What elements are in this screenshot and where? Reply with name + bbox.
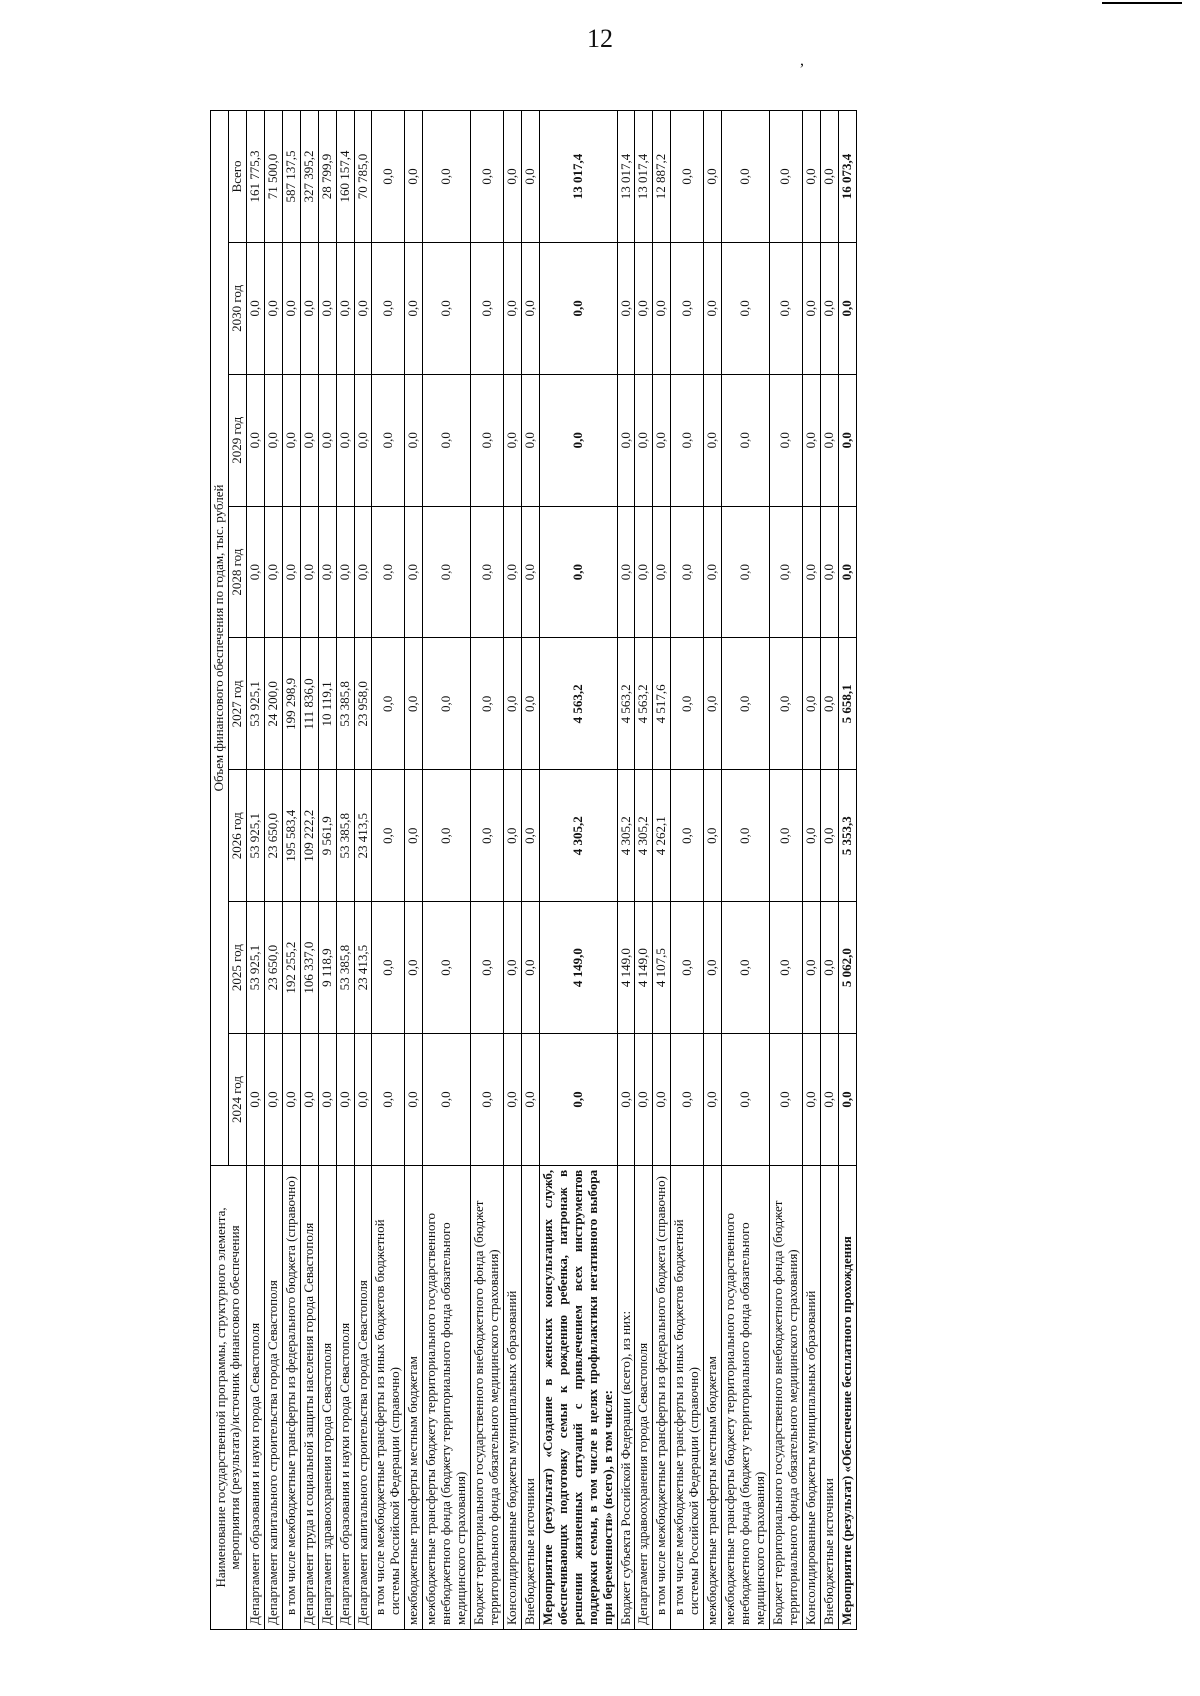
scan-mark: , <box>800 52 804 69</box>
value-cell: 0,0 <box>802 242 820 374</box>
value-cell: 0,0 <box>471 242 504 374</box>
row-name: Департамент капитального строительства города Севастополя <box>354 1165 372 1629</box>
table-row <box>423 111 471 1630</box>
value-cell: 0,0 <box>318 374 336 506</box>
value-cell: 0,0 <box>820 902 838 1034</box>
value-cell: 0,0 <box>769 1034 802 1166</box>
value-cell: 160 157,4 <box>336 111 354 243</box>
table-row <box>521 111 539 1630</box>
value-cell: 0,0 <box>539 506 617 638</box>
rotated-table-container <box>210 110 1110 1630</box>
row-name: Консолидированные бюджеты муниципальных образований <box>503 1165 521 1629</box>
value-cell: 0,0 <box>282 506 300 638</box>
value-cell: 0,0 <box>802 638 820 770</box>
value-cell: 0,0 <box>722 374 770 506</box>
value-cell: 0,0 <box>704 374 722 506</box>
value-cell: 0,0 <box>318 242 336 374</box>
row-name: Департамент образования и науки города Севастополя <box>246 1165 264 1629</box>
value-cell: 10 119,1 <box>318 638 336 770</box>
table-row <box>802 111 820 1630</box>
value-cell: 0,0 <box>405 242 423 374</box>
table-row <box>354 111 372 1630</box>
row-name: Департамент капитального строительства города Севастополя <box>264 1165 282 1629</box>
row-name: Мероприятие (результат) «Создание в женских консультациях служб, обеспечивающих подготовку семьи к рождению ребенка, патронаж в решении жизненных ситуаций с привлечением всех инструментов поддержки семьи, в том числе в целях профилактики негативного выбора при беременности» (всего), в том числе: <box>539 1165 617 1629</box>
value-cell: 0,0 <box>264 1034 282 1166</box>
value-cell: 0,0 <box>503 770 521 902</box>
value-cell: 0,0 <box>282 1034 300 1166</box>
value-cell: 0,0 <box>405 111 423 243</box>
year-header: 2026 год <box>228 770 246 902</box>
value-cell: 13 017,4 <box>635 111 653 243</box>
value-cell: 53 385,8 <box>336 770 354 902</box>
value-cell: 4 563,2 <box>539 638 617 770</box>
top-rule <box>1102 2 1182 4</box>
table-row <box>704 111 722 1630</box>
value-cell: 0,0 <box>704 111 722 243</box>
value-cell: 0,0 <box>423 242 471 374</box>
value-cell: 0,0 <box>405 638 423 770</box>
value-cell: 0,0 <box>354 1034 372 1166</box>
value-cell: 0,0 <box>246 506 264 638</box>
value-cell: 0,0 <box>838 242 856 374</box>
value-cell: 0,0 <box>769 506 802 638</box>
value-cell: 12 887,2 <box>653 111 671 243</box>
value-cell: 0,0 <box>838 374 856 506</box>
table-row <box>300 111 318 1630</box>
row-name: Консолидированные бюджеты муниципальных образований <box>802 1165 820 1629</box>
value-cell: 0,0 <box>722 1034 770 1166</box>
row-name: Бюджет субъекта Российской Федерации (всего), из них: <box>617 1165 635 1629</box>
value-cell: 0,0 <box>423 902 471 1034</box>
value-cell: 0,0 <box>635 242 653 374</box>
value-cell: 0,0 <box>617 242 635 374</box>
value-cell: 23 650,0 <box>264 770 282 902</box>
value-cell: 109 222,2 <box>300 770 318 902</box>
value-cell: 0,0 <box>372 506 405 638</box>
year-header: 2029 год <box>228 374 246 506</box>
value-cell: 0,0 <box>617 506 635 638</box>
value-cell: 0,0 <box>704 770 722 902</box>
value-cell: 0,0 <box>372 242 405 374</box>
value-cell: 0,0 <box>802 770 820 902</box>
value-cell: 0,0 <box>769 242 802 374</box>
value-cell: 0,0 <box>820 242 838 374</box>
table-row <box>264 111 282 1630</box>
value-cell: 0,0 <box>704 638 722 770</box>
value-cell: 0,0 <box>802 506 820 638</box>
value-cell: 24 200,0 <box>264 638 282 770</box>
row-name: Внебюджетные источники <box>820 1165 838 1629</box>
value-cell: 0,0 <box>318 1034 336 1166</box>
value-cell: 0,0 <box>300 506 318 638</box>
value-cell: 0,0 <box>336 1034 354 1166</box>
table-row <box>769 111 802 1630</box>
value-cell: 0,0 <box>802 1034 820 1166</box>
header-group: Объем финансового обеспечения по годам, тыс. рублей <box>211 111 229 1166</box>
value-cell: 0,0 <box>671 242 704 374</box>
value-cell: 0,0 <box>300 374 318 506</box>
value-cell: 0,0 <box>521 374 539 506</box>
value-cell: 199 298,9 <box>282 638 300 770</box>
value-cell: 0,0 <box>503 638 521 770</box>
value-cell: 0,0 <box>539 242 617 374</box>
value-cell: 4 305,2 <box>539 770 617 902</box>
value-cell: 0,0 <box>838 1034 856 1166</box>
table-row <box>539 111 617 1630</box>
value-cell: 0,0 <box>372 902 405 1034</box>
table-row <box>471 111 504 1630</box>
value-cell: 0,0 <box>246 374 264 506</box>
value-cell: 0,0 <box>820 1034 838 1166</box>
table-row <box>671 111 704 1630</box>
value-cell: 0,0 <box>471 902 504 1034</box>
value-cell: 53 925,1 <box>246 902 264 1034</box>
value-cell: 28 799,9 <box>318 111 336 243</box>
year-header: 2028 год <box>228 506 246 638</box>
row-name: в том числе межбюджетные трансферты из федерального бюджета (справочно) <box>653 1165 671 1629</box>
value-cell: 0,0 <box>372 770 405 902</box>
value-cell: 161 775,3 <box>246 111 264 243</box>
value-cell: 0,0 <box>521 506 539 638</box>
value-cell: 0,0 <box>282 242 300 374</box>
value-cell: 0,0 <box>405 902 423 1034</box>
value-cell: 0,0 <box>471 374 504 506</box>
table-row <box>405 111 423 1630</box>
value-cell: 4 149,0 <box>539 902 617 1034</box>
table-row <box>838 111 856 1630</box>
value-cell: 0,0 <box>635 506 653 638</box>
value-cell: 23 958,0 <box>354 638 372 770</box>
value-cell: 0,0 <box>354 506 372 638</box>
value-cell: 0,0 <box>423 374 471 506</box>
value-cell: 0,0 <box>423 111 471 243</box>
value-cell: 0,0 <box>318 506 336 638</box>
value-cell: 0,0 <box>653 242 671 374</box>
value-cell: 5 062,0 <box>838 902 856 1034</box>
value-cell: 0,0 <box>820 374 838 506</box>
table-body <box>246 111 856 1630</box>
value-cell: 0,0 <box>300 1034 318 1166</box>
value-cell: 4 563,2 <box>635 638 653 770</box>
row-name: межбюджетные трансферты местным бюджетам <box>405 1165 423 1629</box>
value-cell: 106 337,0 <box>300 902 318 1034</box>
value-cell: 0,0 <box>539 374 617 506</box>
table-row <box>246 111 264 1630</box>
row-name: Департамент образования и науки города Севастополя <box>336 1165 354 1629</box>
value-cell: 0,0 <box>671 111 704 243</box>
value-cell: 0,0 <box>503 111 521 243</box>
value-cell: 0,0 <box>820 506 838 638</box>
value-cell: 0,0 <box>503 242 521 374</box>
value-cell: 0,0 <box>423 506 471 638</box>
row-name: межбюджетные трансферты бюджету территориального государственного внебюджетного фонда (бюджету территориального фонда обязательного медицинского страхования) <box>423 1165 471 1629</box>
row-name: Департамент здравоохранения города Севастополя <box>635 1165 653 1629</box>
value-cell: 0,0 <box>264 506 282 638</box>
value-cell: 0,0 <box>503 506 521 638</box>
value-cell: 0,0 <box>405 506 423 638</box>
table-row <box>820 111 838 1630</box>
value-cell: 4 149,0 <box>617 902 635 1034</box>
value-cell: 0,0 <box>471 638 504 770</box>
value-cell: 0,0 <box>838 506 856 638</box>
value-cell: 70 785,0 <box>354 111 372 243</box>
row-name: Департамент труда и социальной защиты населения города Севастополя <box>300 1165 318 1629</box>
value-cell: 0,0 <box>617 1034 635 1166</box>
value-cell: 0,0 <box>354 242 372 374</box>
value-cell: 0,0 <box>372 111 405 243</box>
row-name: Департамент здравоохранения города Севастополя <box>318 1165 336 1629</box>
value-cell: 0,0 <box>769 638 802 770</box>
row-name: Бюджет территориального государственного внебюджетного фонда (бюджет территориального фонда обязательного медицинского страхования) <box>769 1165 802 1629</box>
value-cell: 53 925,1 <box>246 638 264 770</box>
value-cell: 0,0 <box>671 506 704 638</box>
value-cell: 0,0 <box>423 770 471 902</box>
value-cell: 4 517,6 <box>653 638 671 770</box>
value-cell: 0,0 <box>671 1034 704 1166</box>
value-cell: 0,0 <box>802 111 820 243</box>
value-cell: 0,0 <box>282 374 300 506</box>
financing-table <box>210 110 857 1630</box>
value-cell: 4 305,2 <box>617 770 635 902</box>
value-cell: 5 658,1 <box>838 638 856 770</box>
value-cell: 0,0 <box>722 770 770 902</box>
table-row <box>635 111 653 1630</box>
value-cell: 0,0 <box>503 902 521 1034</box>
value-cell: 53 385,8 <box>336 902 354 1034</box>
value-cell: 0,0 <box>503 374 521 506</box>
row-name: в том числе межбюджетные трансферты из иных бюджетов бюджетной системы Российской Федерации (справочно) <box>671 1165 704 1629</box>
value-cell: 0,0 <box>471 506 504 638</box>
value-cell: 0,0 <box>503 1034 521 1166</box>
value-cell: 4 149,0 <box>635 902 653 1034</box>
value-cell: 0,0 <box>539 1034 617 1166</box>
value-cell: 0,0 <box>635 1034 653 1166</box>
value-cell: 5 353,3 <box>838 770 856 902</box>
value-cell: 13 017,4 <box>617 111 635 243</box>
value-cell: 4 107,5 <box>653 902 671 1034</box>
value-cell: 0,0 <box>722 506 770 638</box>
row-name: в том числе межбюджетные трансферты из федерального бюджета (справочно) <box>282 1165 300 1629</box>
value-cell: 0,0 <box>405 374 423 506</box>
row-name: межбюджетные трансферты местным бюджетам <box>704 1165 722 1629</box>
value-cell: 0,0 <box>722 638 770 770</box>
value-cell: 0,0 <box>336 506 354 638</box>
value-cell: 53 385,8 <box>336 638 354 770</box>
value-cell: 53 925,1 <box>246 770 264 902</box>
value-cell: 0,0 <box>704 902 722 1034</box>
value-cell: 13 017,4 <box>539 111 617 243</box>
value-cell: 0,0 <box>521 1034 539 1166</box>
value-cell: 0,0 <box>354 374 372 506</box>
value-cell: 0,0 <box>820 638 838 770</box>
year-header: 2027 год <box>228 638 246 770</box>
value-cell: 4 305,2 <box>635 770 653 902</box>
value-cell: 16 073,4 <box>838 111 856 243</box>
value-cell: 0,0 <box>769 374 802 506</box>
value-cell: 0,0 <box>521 242 539 374</box>
value-cell: 0,0 <box>653 374 671 506</box>
value-cell: 0,0 <box>653 1034 671 1166</box>
value-cell: 0,0 <box>372 374 405 506</box>
value-cell: 0,0 <box>671 374 704 506</box>
value-cell: 0,0 <box>423 638 471 770</box>
value-cell: 0,0 <box>704 506 722 638</box>
value-cell: 0,0 <box>704 1034 722 1166</box>
value-cell: 0,0 <box>635 374 653 506</box>
value-cell: 23 413,5 <box>354 902 372 1034</box>
value-cell: 0,0 <box>372 638 405 770</box>
year-header: 2025 год <box>228 902 246 1034</box>
row-name: Мероприятие (результат) «Обеспечение бесплатного прохождения <box>838 1165 856 1629</box>
value-cell: 0,0 <box>246 242 264 374</box>
row-name: межбюджетные трансферты бюджету территориального государственного внебюджетного фонда (бюджету территориального фонда обязательного медицинского страхования) <box>722 1165 770 1629</box>
row-name: Бюджет территориального государственного внебюджетного фонда (бюджет территориального фонда обязательного медицинского страхования) <box>471 1165 504 1629</box>
value-cell: 0,0 <box>423 1034 471 1166</box>
value-cell: 0,0 <box>671 902 704 1034</box>
year-header: 2024 год <box>228 1034 246 1166</box>
value-cell: 0,0 <box>722 242 770 374</box>
value-cell: 0,0 <box>246 1034 264 1166</box>
value-cell: 0,0 <box>769 902 802 1034</box>
year-header: 2030 год <box>228 242 246 374</box>
value-cell: 195 583,4 <box>282 770 300 902</box>
value-cell: 4 262,1 <box>653 770 671 902</box>
table-row <box>722 111 770 1630</box>
value-cell: 9 118,9 <box>318 902 336 1034</box>
value-cell: 23 650,0 <box>264 902 282 1034</box>
value-cell: 0,0 <box>521 902 539 1034</box>
value-cell: 0,0 <box>264 374 282 506</box>
value-cell: 0,0 <box>264 242 282 374</box>
value-cell: 0,0 <box>769 770 802 902</box>
value-cell: 0,0 <box>471 111 504 243</box>
value-cell: 0,0 <box>471 1034 504 1166</box>
value-cell: 0,0 <box>617 374 635 506</box>
value-cell: 0,0 <box>671 638 704 770</box>
value-cell: 71 500,0 <box>264 111 282 243</box>
value-cell: 0,0 <box>653 506 671 638</box>
value-cell: 0,0 <box>671 770 704 902</box>
table-row <box>282 111 300 1630</box>
value-cell: 0,0 <box>521 111 539 243</box>
table-row <box>617 111 635 1630</box>
value-cell: 0,0 <box>471 770 504 902</box>
table-row <box>503 111 521 1630</box>
value-cell: 111 836,0 <box>300 638 318 770</box>
value-cell: 0,0 <box>336 242 354 374</box>
value-cell: 0,0 <box>405 770 423 902</box>
value-cell: 0,0 <box>300 242 318 374</box>
value-cell: 0,0 <box>820 111 838 243</box>
value-cell: 587 137,5 <box>282 111 300 243</box>
value-cell: 0,0 <box>372 1034 405 1166</box>
header-name: Наименование государственной программы, структурного элемента, мероприятия (результата)/источник финансового обеспечения <box>211 1165 247 1629</box>
value-cell: 4 563,2 <box>617 638 635 770</box>
table-row <box>372 111 405 1630</box>
value-cell: 9 561,9 <box>318 770 336 902</box>
value-cell: 192 255,2 <box>282 902 300 1034</box>
value-cell: 0,0 <box>405 1034 423 1166</box>
value-cell: 0,0 <box>704 242 722 374</box>
value-cell: 0,0 <box>802 374 820 506</box>
page-number: 12 <box>587 24 613 53</box>
table-row <box>653 111 671 1630</box>
value-cell: 0,0 <box>521 770 539 902</box>
value-cell: 0,0 <box>722 902 770 1034</box>
row-name: в том числе межбюджетные трансферты из иных бюджетов бюджетной системы Российской Федерации (справочно) <box>372 1165 405 1629</box>
value-cell: 0,0 <box>521 638 539 770</box>
row-name: Внебюджетные источники <box>521 1165 539 1629</box>
year-header: Всего <box>228 111 246 243</box>
table-row <box>318 111 336 1630</box>
value-cell: 0,0 <box>769 111 802 243</box>
value-cell: 0,0 <box>820 770 838 902</box>
value-cell: 23 413,5 <box>354 770 372 902</box>
value-cell: 0,0 <box>722 111 770 243</box>
value-cell: 0,0 <box>802 902 820 1034</box>
table-row <box>336 111 354 1630</box>
value-cell: 0,0 <box>336 374 354 506</box>
value-cell: 327 395,2 <box>300 111 318 243</box>
